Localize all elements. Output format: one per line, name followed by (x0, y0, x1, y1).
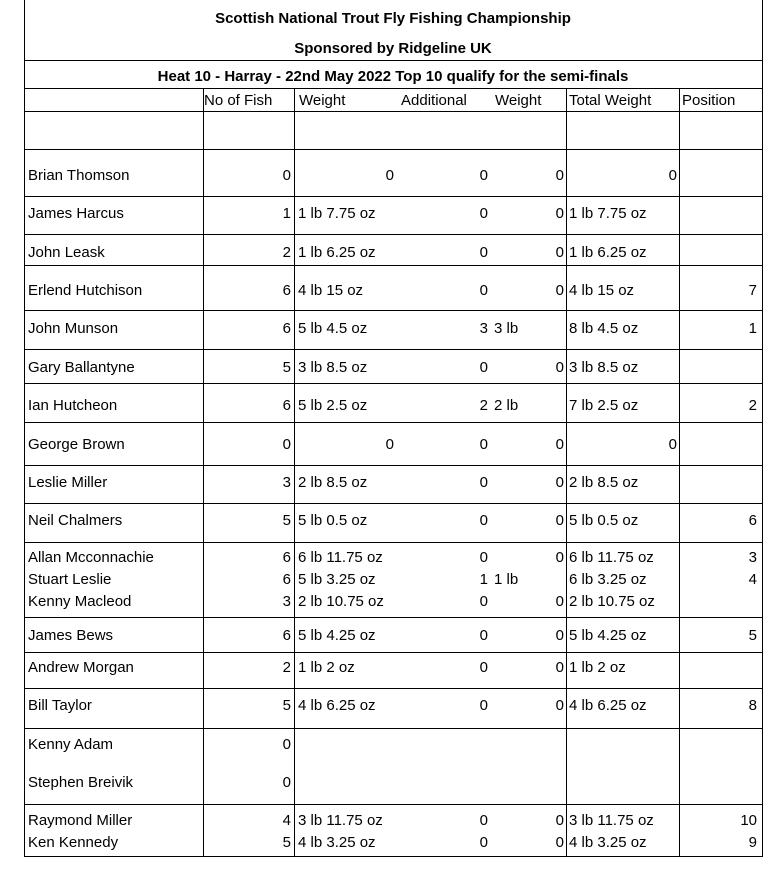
row-divider (24, 617, 763, 618)
fish-count: 6 (282, 320, 291, 337)
fish-count: 0 (282, 774, 291, 791)
additional-weight: 0 (555, 436, 564, 453)
row-divider (24, 503, 763, 504)
heat-line: Heat 10 - Harray - 22nd May 2022 Top 10 qualify for the semi-finals (157, 68, 629, 85)
angler-name: Raymond Miller (28, 812, 133, 829)
additional-fish: 0 (479, 436, 488, 453)
fish-count: 5 (282, 359, 291, 376)
angler-name: John Munson (28, 320, 119, 337)
additional-weight: 0 (555, 697, 564, 714)
fish-count: 3 (282, 593, 291, 610)
sheet-title: Scottish National Trout Fly Fishing Championship (215, 10, 571, 27)
angler-name: Kenny Adam (28, 736, 114, 753)
angler-name: Ken Kennedy (28, 834, 119, 851)
additional-fish: 0 (479, 812, 488, 829)
additional-fish: 0 (479, 205, 488, 222)
total-weight: 1 lb 2 oz (569, 659, 626, 676)
row-divider (24, 804, 763, 805)
fish-count: 4 (282, 812, 291, 829)
total-weight: 0 (668, 436, 677, 453)
row-divider (24, 465, 763, 466)
total-weight: 7 lb 2.5 oz (569, 397, 639, 414)
fish-count: 2 (282, 659, 291, 676)
catch-weight: 1 lb 7.75 oz (298, 205, 376, 222)
catch-weight: 5 lb 2.5 oz (298, 397, 368, 414)
finish-position: 8 (748, 697, 757, 714)
additional-fish: 0 (479, 593, 488, 610)
additional-fish: 1 (479, 571, 488, 588)
additional-weight: 0 (555, 812, 564, 829)
finish-position: 7 (748, 282, 757, 299)
angler-name: Gary Ballantyne (28, 359, 135, 376)
row-divider (24, 196, 763, 197)
additional-weight: 0 (555, 205, 564, 222)
angler-name: James Bews (28, 627, 114, 644)
additional-fish: 0 (479, 512, 488, 529)
catch-weight: 5 lb 4.5 oz (298, 320, 368, 337)
additional-weight: 0 (555, 167, 564, 184)
additional-weight: 3 lb (494, 320, 519, 337)
angler-name: George Brown (28, 436, 125, 453)
col-header-no-of-fish: No of Fish (204, 92, 273, 109)
fish-count: 6 (282, 549, 291, 566)
catch-weight: 0 (385, 436, 394, 453)
total-weight: 2 lb 10.75 oz (569, 593, 655, 610)
col-header-additional-weight: Weight (495, 92, 542, 109)
angler-name: Stephen Breivik (28, 774, 134, 791)
catch-weight: 4 lb 15 oz (298, 282, 364, 299)
additional-fish: 0 (479, 834, 488, 851)
row-divider (24, 652, 763, 653)
additional-fish: 3 (479, 320, 488, 337)
additional-weight: 0 (555, 834, 564, 851)
additional-fish: 2 (479, 397, 488, 414)
additional-fish: 0 (479, 474, 488, 491)
angler-name: Kenny Macleod (28, 593, 132, 610)
additional-fish: 0 (479, 167, 488, 184)
catch-weight: 3 lb 11.75 oz (298, 812, 383, 829)
catch-weight: 5 lb 0.5 oz (298, 512, 368, 529)
total-weight: 4 lb 15 oz (569, 282, 635, 299)
finish-position: 6 (748, 512, 757, 529)
column-divider (679, 88, 680, 857)
row-divider (24, 111, 763, 112)
additional-fish: 0 (479, 697, 488, 714)
additional-fish: 0 (479, 359, 488, 376)
row-divider (24, 149, 763, 150)
sponsor-line: Sponsored by Ridgeline UK (294, 40, 492, 57)
additional-fish: 0 (479, 627, 488, 644)
fish-count: 0 (282, 167, 291, 184)
additional-weight: 0 (555, 659, 564, 676)
row-divider (24, 422, 763, 423)
total-weight: 2 lb 8.5 oz (569, 474, 639, 491)
row-divider (24, 688, 763, 689)
total-weight: 3 lb 8.5 oz (569, 359, 639, 376)
fish-count: 0 (282, 436, 291, 453)
finish-position: 9 (748, 834, 757, 851)
angler-name: Neil Chalmers (28, 512, 123, 529)
total-weight: 4 lb 6.25 oz (569, 697, 647, 714)
angler-name: Andrew Morgan (28, 659, 134, 676)
angler-name: Bill Taylor (28, 697, 92, 714)
catch-weight: 2 lb 8.5 oz (298, 474, 368, 491)
additional-weight: 0 (555, 549, 564, 566)
additional-weight: 1 lb (494, 571, 519, 588)
total-weight: 4 lb 3.25 oz (569, 834, 647, 851)
additional-fish: 0 (479, 549, 488, 566)
total-weight: 0 (668, 167, 677, 184)
col-header-weight: Weight (299, 92, 346, 109)
fish-count: 5 (282, 512, 291, 529)
row-divider (24, 728, 763, 729)
column-divider (24, 0, 25, 857)
col-header-position: Position (682, 92, 736, 109)
angler-name: Ian Hutcheon (28, 397, 118, 414)
row-divider (24, 265, 763, 266)
total-weight: 8 lb 4.5 oz (569, 320, 639, 337)
fish-count: 6 (282, 282, 291, 299)
additional-weight: 0 (555, 474, 564, 491)
additional-weight: 2 lb (494, 397, 519, 414)
additional-weight: 0 (555, 244, 564, 261)
catch-weight: 1 lb 6.25 oz (298, 244, 376, 261)
finish-position: 5 (748, 627, 757, 644)
catch-weight: 5 lb 4.25 oz (298, 627, 376, 644)
row-divider (24, 60, 763, 61)
catch-weight: 4 lb 6.25 oz (298, 697, 376, 714)
column-divider (566, 88, 567, 857)
fish-count: 5 (282, 834, 291, 851)
catch-weight: 5 lb 3.25 oz (298, 571, 376, 588)
row-divider (24, 310, 763, 311)
total-weight: 6 lb 11.75 oz (569, 549, 654, 566)
fish-count: 6 (282, 627, 291, 644)
fish-count: 3 (282, 474, 291, 491)
catch-weight: 3 lb 8.5 oz (298, 359, 368, 376)
total-weight: 5 lb 4.25 oz (569, 627, 647, 644)
column-divider (294, 88, 295, 857)
finish-position: 4 (748, 571, 757, 588)
fish-count: 5 (282, 697, 291, 714)
additional-fish: 0 (479, 659, 488, 676)
angler-name: John Leask (28, 244, 105, 261)
finish-position: 1 (748, 320, 757, 337)
row-divider (24, 234, 763, 235)
angler-name: James Harcus (28, 205, 124, 222)
total-weight: 1 lb 7.75 oz (569, 205, 647, 222)
finish-position: 10 (740, 812, 757, 829)
catch-weight: 4 lb 3.25 oz (298, 834, 376, 851)
additional-weight: 0 (555, 282, 564, 299)
finish-position: 2 (748, 397, 757, 414)
angler-name: Leslie Miller (28, 474, 108, 491)
finish-position: 3 (748, 549, 757, 566)
catch-weight: 1 lb 2 oz (298, 659, 355, 676)
total-weight: 6 lb 3.25 oz (569, 571, 647, 588)
additional-weight: 0 (555, 627, 564, 644)
additional-weight: 0 (555, 512, 564, 529)
catch-weight: 6 lb 11.75 oz (298, 549, 383, 566)
row-divider (24, 88, 763, 89)
angler-name: Allan Mcconnachie (28, 549, 154, 566)
column-divider (762, 0, 763, 857)
row-divider (24, 542, 763, 543)
row-divider (24, 856, 763, 857)
row-divider (24, 349, 763, 350)
total-weight: 5 lb 0.5 oz (569, 512, 639, 529)
row-divider (24, 383, 763, 384)
angler-name: Stuart Leslie (28, 571, 112, 588)
fish-count: 2 (282, 244, 291, 261)
catch-weight: 2 lb 10.75 oz (298, 593, 384, 610)
col-header-additional: Additional (401, 92, 467, 109)
catch-weight: 0 (385, 167, 394, 184)
additional-weight: 0 (555, 593, 564, 610)
fish-count: 1 (282, 205, 291, 222)
total-weight: 3 lb 11.75 oz (569, 812, 654, 829)
col-header-total-weight: Total Weight (569, 92, 652, 109)
additional-fish: 0 (479, 282, 488, 299)
additional-weight: 0 (555, 359, 564, 376)
angler-name: Erlend Hutchison (28, 282, 143, 299)
fish-count: 6 (282, 397, 291, 414)
angler-name: Brian Thomson (28, 167, 130, 184)
additional-fish: 0 (479, 244, 488, 261)
fish-count: 6 (282, 571, 291, 588)
total-weight: 1 lb 6.25 oz (569, 244, 647, 261)
fish-count: 0 (282, 736, 291, 753)
